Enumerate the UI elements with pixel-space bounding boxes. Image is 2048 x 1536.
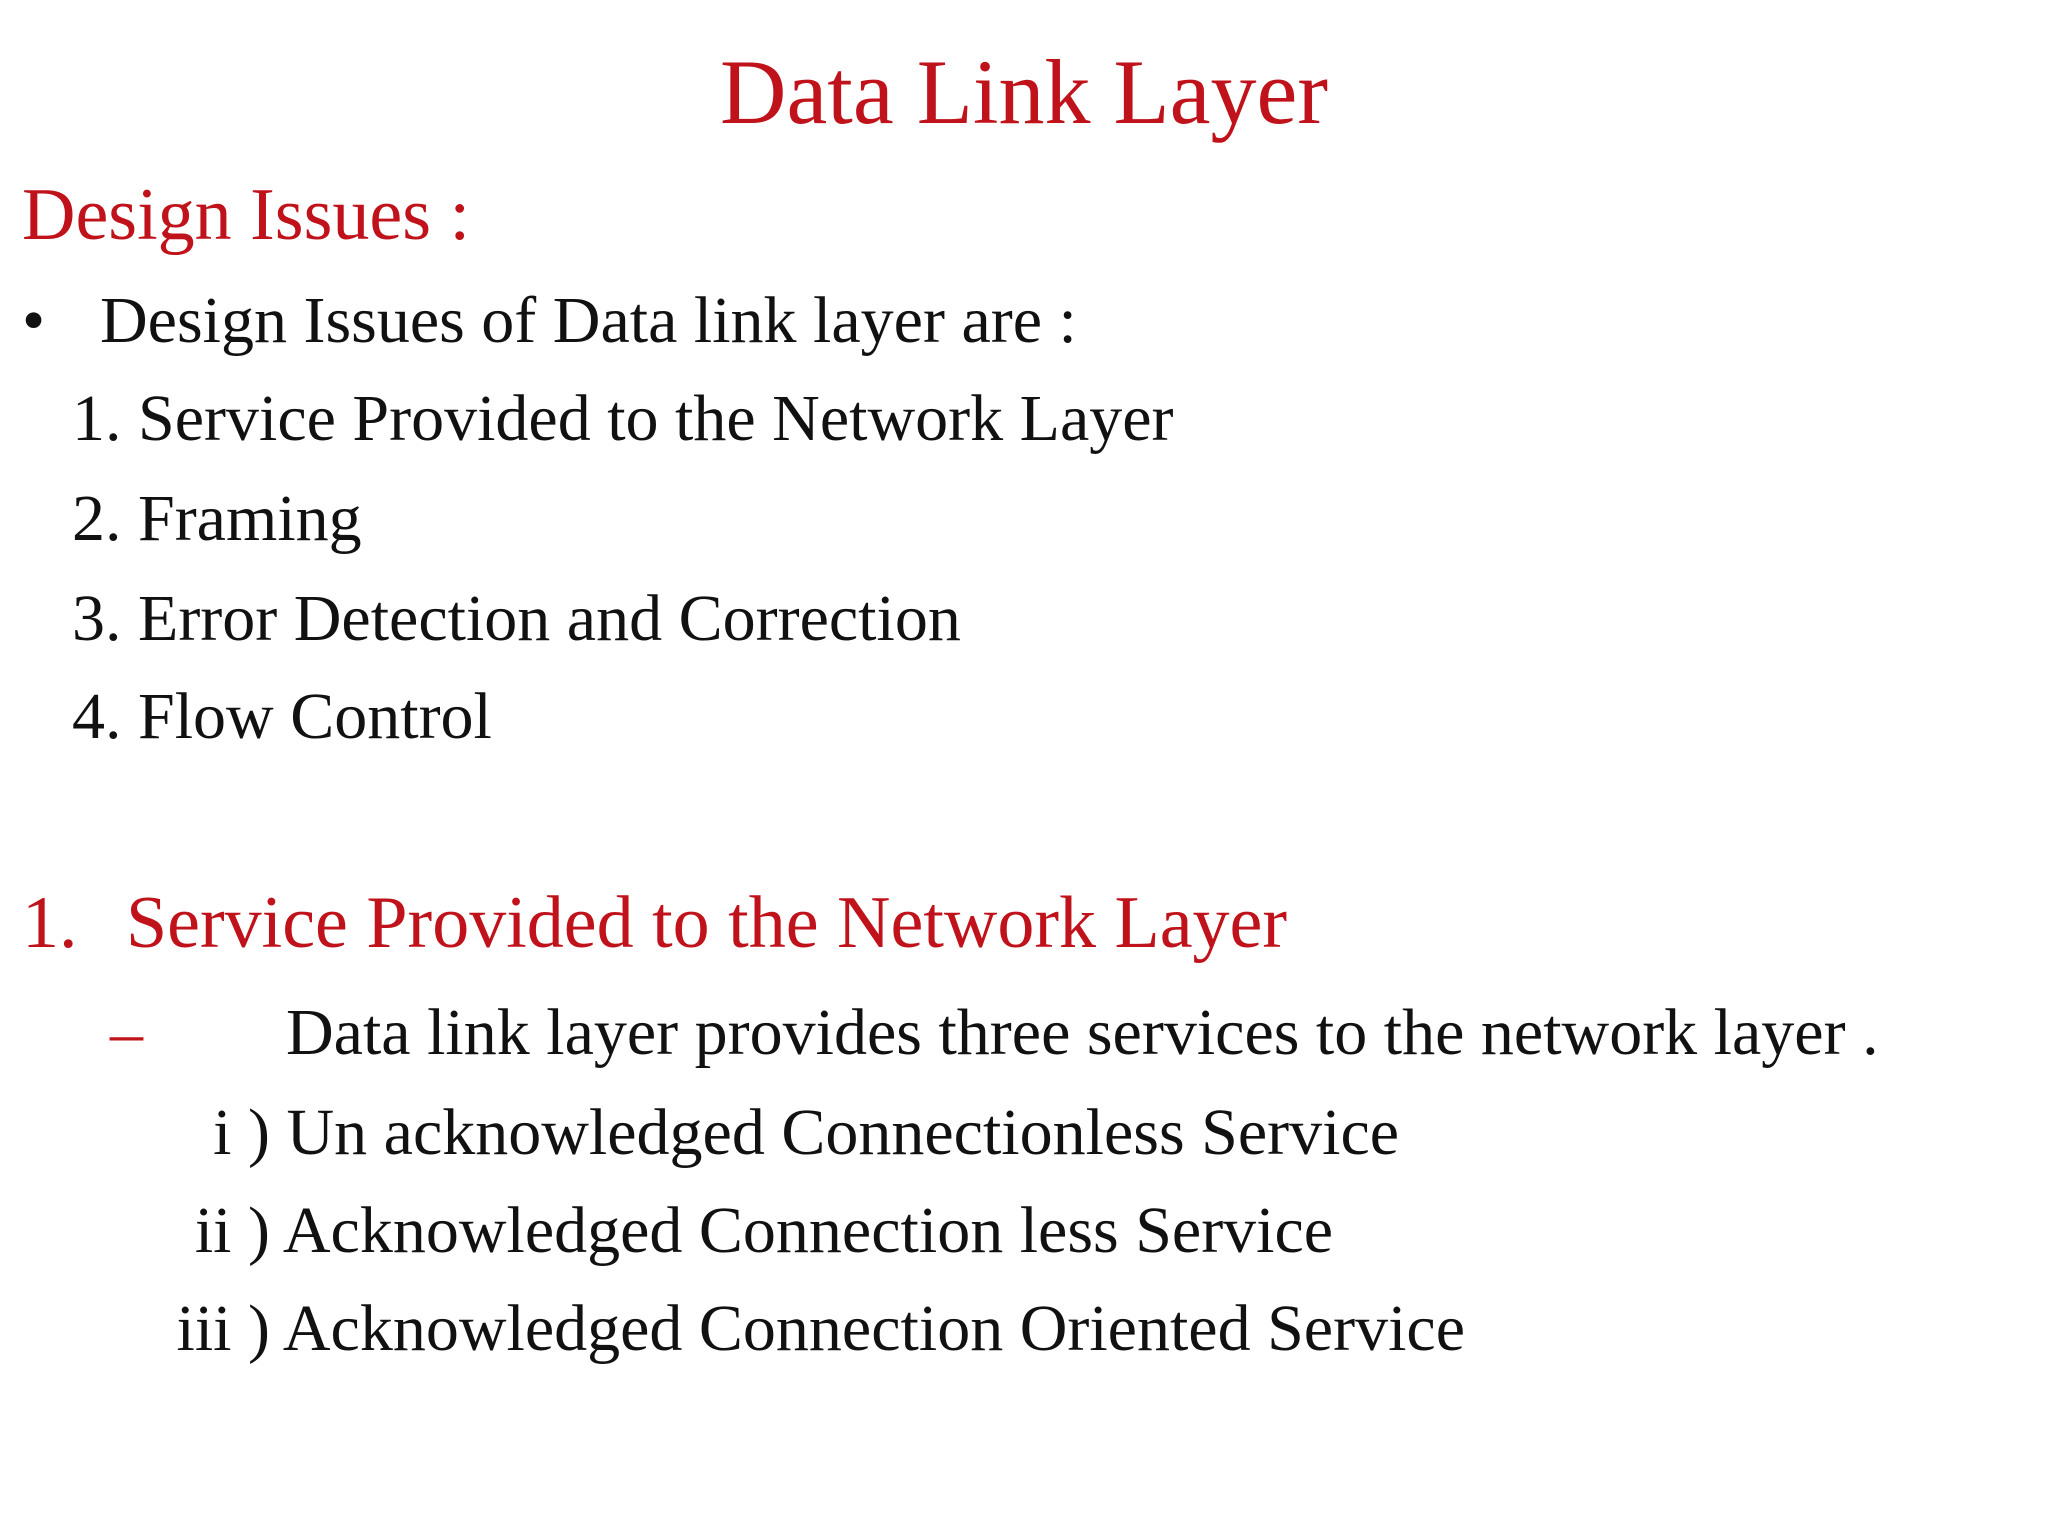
section-title: Service Provided to the Network Layer — [126, 882, 1288, 964]
section-heading — [22, 882, 1288, 964]
service-numeral: iii ) — [176, 1292, 270, 1365]
design-issues-heading: Design Issues : — [22, 174, 471, 256]
service-item — [110, 1096, 1400, 1169]
dash-text: Data link layer provides three services to the network layer . — [286, 996, 1879, 1069]
bullet-text: Design Issues of Data link layer are : — [100, 284, 1077, 357]
service-label: Un acknowledged Connectionless Service — [286, 1096, 1400, 1169]
service-item — [110, 1194, 1334, 1267]
service-label: Acknowledged Connection Oriented Service — [282, 1292, 1465, 1365]
slide-title: Data Link Layer — [720, 41, 1328, 143]
bullet-symbol: • — [22, 284, 46, 357]
list-item: 1. Service Provided to the Network Layer — [72, 382, 1174, 455]
service-numeral: i ) — [213, 1096, 270, 1169]
bullet-item — [22, 284, 1077, 357]
dash-symbol: – — [110, 996, 143, 1069]
list-item: 3. Error Detection and Correction — [72, 582, 961, 655]
list-item: 2. Framing — [72, 482, 362, 555]
dash-item — [110, 996, 1879, 1069]
section-number: 1. — [22, 882, 78, 964]
service-numeral: ii ) — [194, 1194, 270, 1267]
list-item: 4. Flow Control — [72, 680, 492, 753]
service-item — [110, 1292, 1465, 1365]
service-label: Acknowledged Connection less Service — [282, 1194, 1334, 1267]
